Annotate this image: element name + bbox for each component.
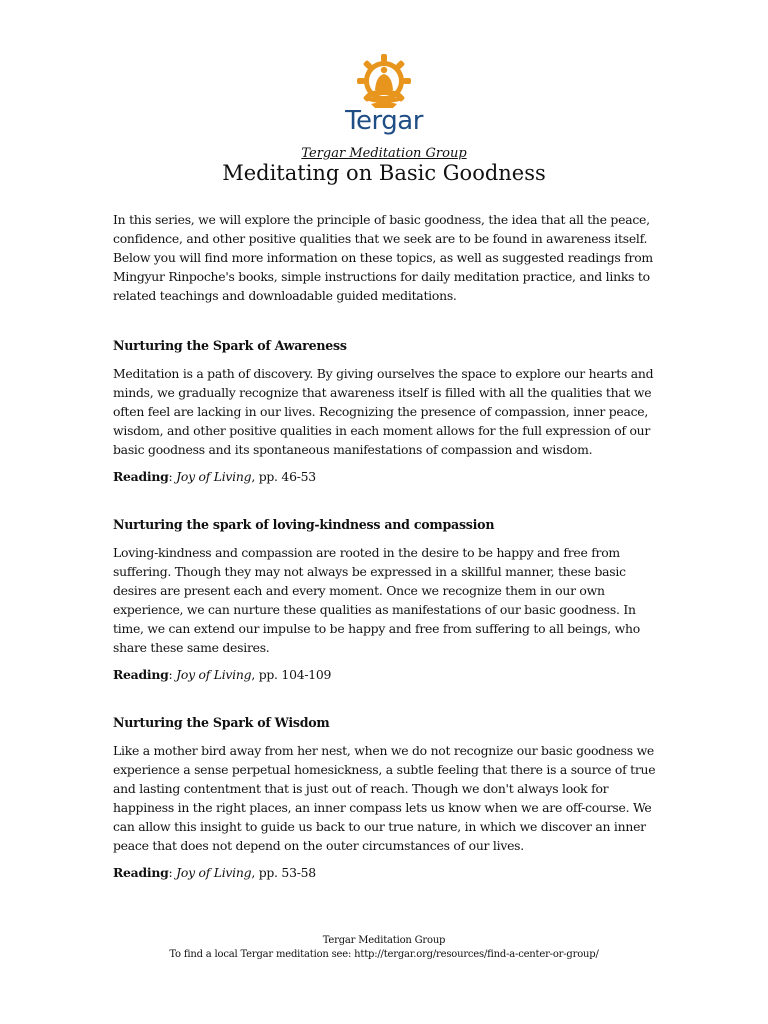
- section-heading: Nurturing the Spark of Awareness: [113, 338, 347, 353]
- reading-book: Joy of Living: [176, 667, 252, 682]
- footer-link-line[interactable]: To find a local Tergar meditation see: http://tergar.org/resources/find-a-center-or-group/: [169, 949, 599, 960]
- section-heading: Nurturing the spark of loving-kindness and compassion: [113, 517, 495, 532]
- reading-book: Joy of Living: [176, 469, 252, 484]
- section-loving-kindness: [113, 515, 658, 684]
- dharma-wheel-icon: [349, 54, 419, 112]
- reading-label: Reading: [113, 469, 169, 484]
- document-body: [113, 210, 658, 911]
- footer-group-name: Tergar Meditation Group: [322, 935, 446, 946]
- reading-line: Reading: Joy of Living, pp. 53-58: [113, 865, 316, 880]
- reading-pages: , pp. 53-58: [251, 865, 316, 880]
- section-body: Loving-kindness and compassion are rooted in the desire to be happy and free from suffering. Though they may not always be expressed in a skillful manner, these basic desires are present each and every moment. Once we recognize them in our own experience, we can nurture these qualities as manifestations of our basic goodness. In time, we can extend our impulse to be happy and free from suffering to all beings, who share these same desires.: [113, 545, 640, 655]
- page-title: Meditating on Basic Goodness: [222, 161, 546, 185]
- tergar-logo: [333, 54, 435, 138]
- logo-wordmark: Tergar: [345, 106, 423, 136]
- group-title: Tergar Meditation Group: [301, 146, 467, 161]
- reading-line: Reading: Joy of Living, pp. 104-109: [113, 667, 332, 682]
- section-awareness: [113, 336, 658, 486]
- reading-pages: , pp. 104-109: [251, 667, 332, 682]
- intro-paragraph: In this series, we will explore the principle of basic goodness, the idea that all the peace, confidence, and other positive qualities that we seek are to be found in awareness itself. Below you will find more information on these topics, as well as suggested readings from Mingyur Rinpoche's books, simple instructions for daily meditation practice, and links to related teachings and downloadable guided meditations.: [113, 212, 653, 303]
- reading-label: Reading: [113, 667, 169, 682]
- reading-line: Reading: Joy of Living, pp. 46-53: [113, 469, 316, 484]
- section-heading: Nurturing the Spark of Wisdom: [113, 715, 330, 730]
- reading-book: Joy of Living: [176, 865, 252, 880]
- reading-label: Reading: [113, 865, 169, 880]
- page-footer: [0, 934, 768, 962]
- section-wisdom: [113, 713, 658, 882]
- section-body: Meditation is a path of discovery. By giving ourselves the space to explore our hearts and minds, we gradually recognize that awareness itself is filled with all the qualities that we often feel are lacking in our lives. Recognizing the presence of compassion, inner peace, wisdom, and other positive qualities in each moment allows for the full expression of our basic goodness and its spontaneous manifestations of compassion and wisdom.: [113, 366, 654, 457]
- reading-pages: , pp. 46-53: [251, 469, 316, 484]
- section-body: Like a mother bird away from her nest, when we do not recognize our basic goodness we experience a sense perpetual homesickness, a subtle feeling that there is a source of true and lasting contentment that is just out of reach. Though we don't always look for happiness in the right places, an inner compass lets us know when we are off-course. We can allow this insight to guide us back to our true nature, in which we discover an inner peace that does not depend on the outer circumstances of our lives.: [113, 743, 656, 853]
